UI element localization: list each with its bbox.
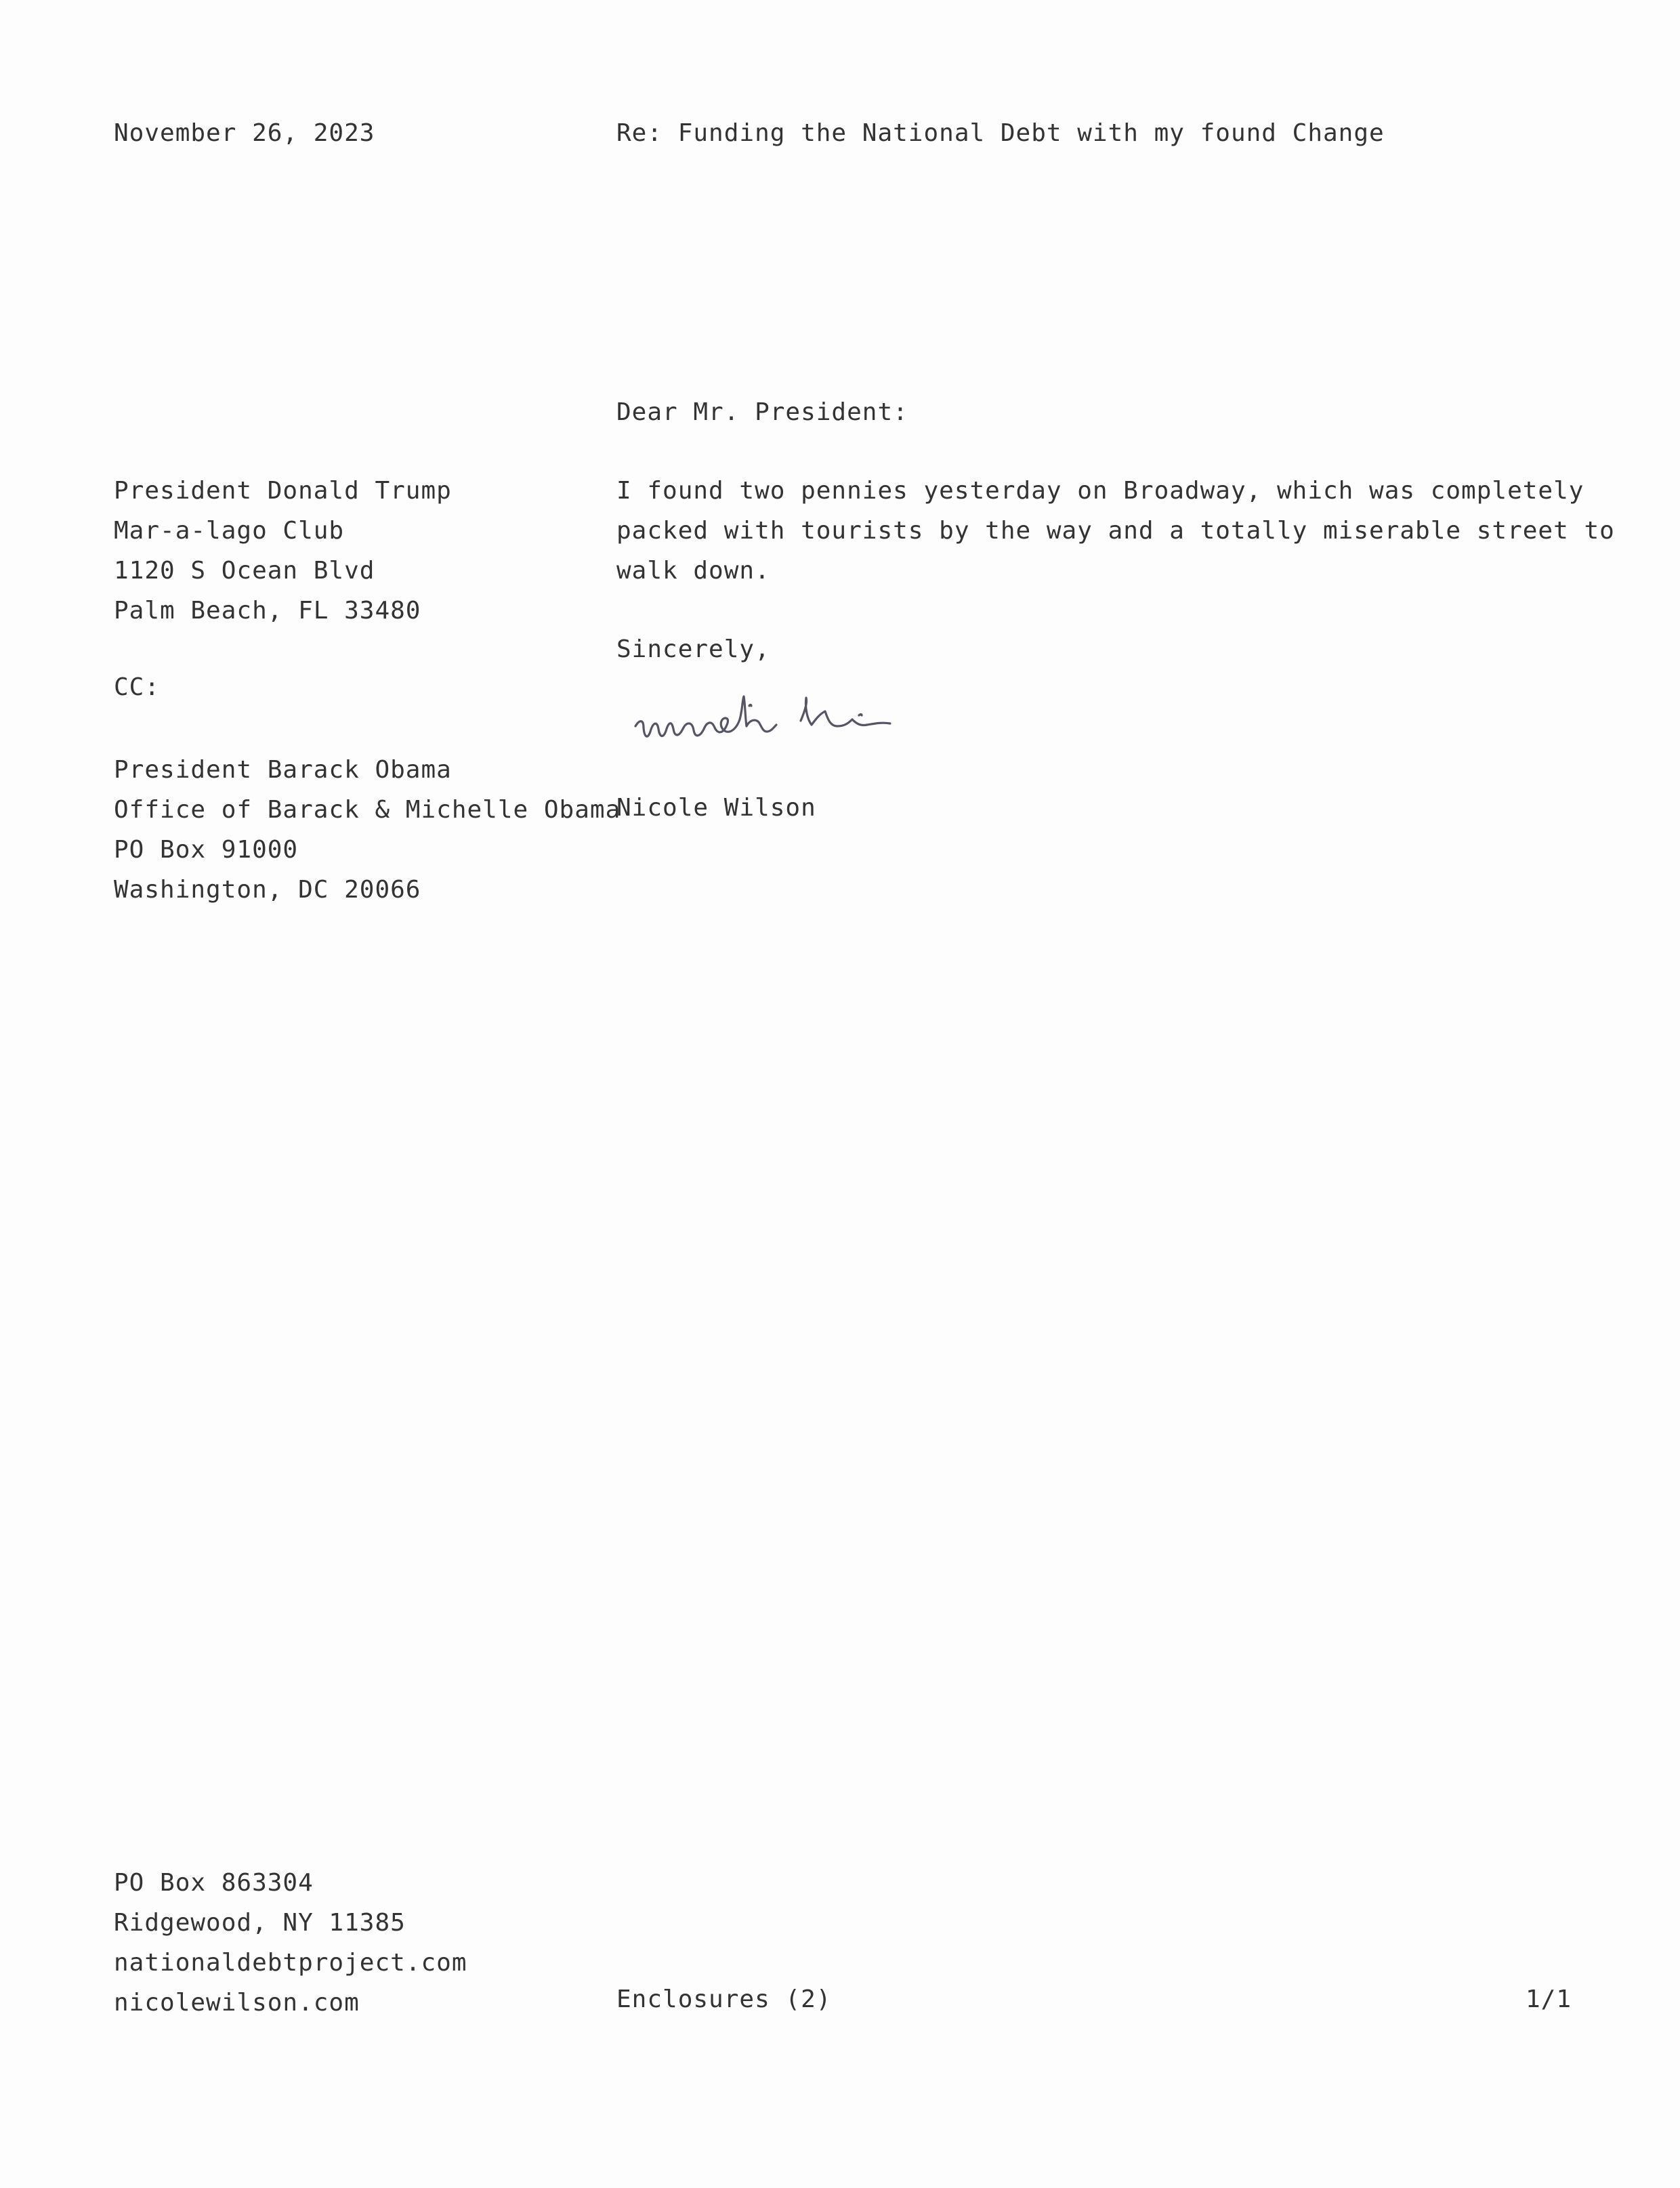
enclosures-note: Enclosures (2) xyxy=(616,1985,832,2013)
sender-line: Ridgewood, NY 11385 xyxy=(114,1909,406,1937)
cc-label: CC: xyxy=(114,673,161,701)
letter-body xyxy=(616,471,1615,591)
handwritten-signature xyxy=(630,684,982,759)
recipient-line: President Donald Trump xyxy=(114,477,452,505)
recipient-address xyxy=(114,471,452,631)
body-line: I found two pennies yesterday on Broadway, which was completely xyxy=(616,477,1584,505)
cc-line: PO Box 91000 xyxy=(114,836,299,864)
cc-line: Office of Barack & Michelle Obama xyxy=(114,796,621,824)
recipient-line: 1120 S Ocean Blvd xyxy=(114,557,375,585)
letter-subject: Re: Funding the National Debt with my found Change xyxy=(616,119,1385,147)
sender-line: nicolewilson.com xyxy=(114,1989,360,2017)
body-line: walk down. xyxy=(616,557,770,585)
salutation: Dear Mr. President: xyxy=(616,398,908,426)
sender-line: PO Box 863304 xyxy=(114,1869,314,1897)
recipient-line: Mar-a-lago Club xyxy=(114,517,345,545)
closing: Sincerely, xyxy=(616,635,770,663)
sender-line: nationaldebtproject.com xyxy=(114,1949,467,1977)
letter-date: November 26, 2023 xyxy=(114,119,375,147)
recipient-line: Palm Beach, FL 33480 xyxy=(114,597,421,625)
cc-line: President Barack Obama xyxy=(114,756,452,784)
cc-address xyxy=(114,750,621,910)
page-number: 1/1 xyxy=(1526,1985,1572,2013)
sender-address xyxy=(114,1863,467,2023)
cc-line: Washington, DC 20066 xyxy=(114,876,421,904)
signer-name: Nicole Wilson xyxy=(616,794,816,822)
body-line: packed with tourists by the way and a totally miserable street to xyxy=(616,517,1615,545)
